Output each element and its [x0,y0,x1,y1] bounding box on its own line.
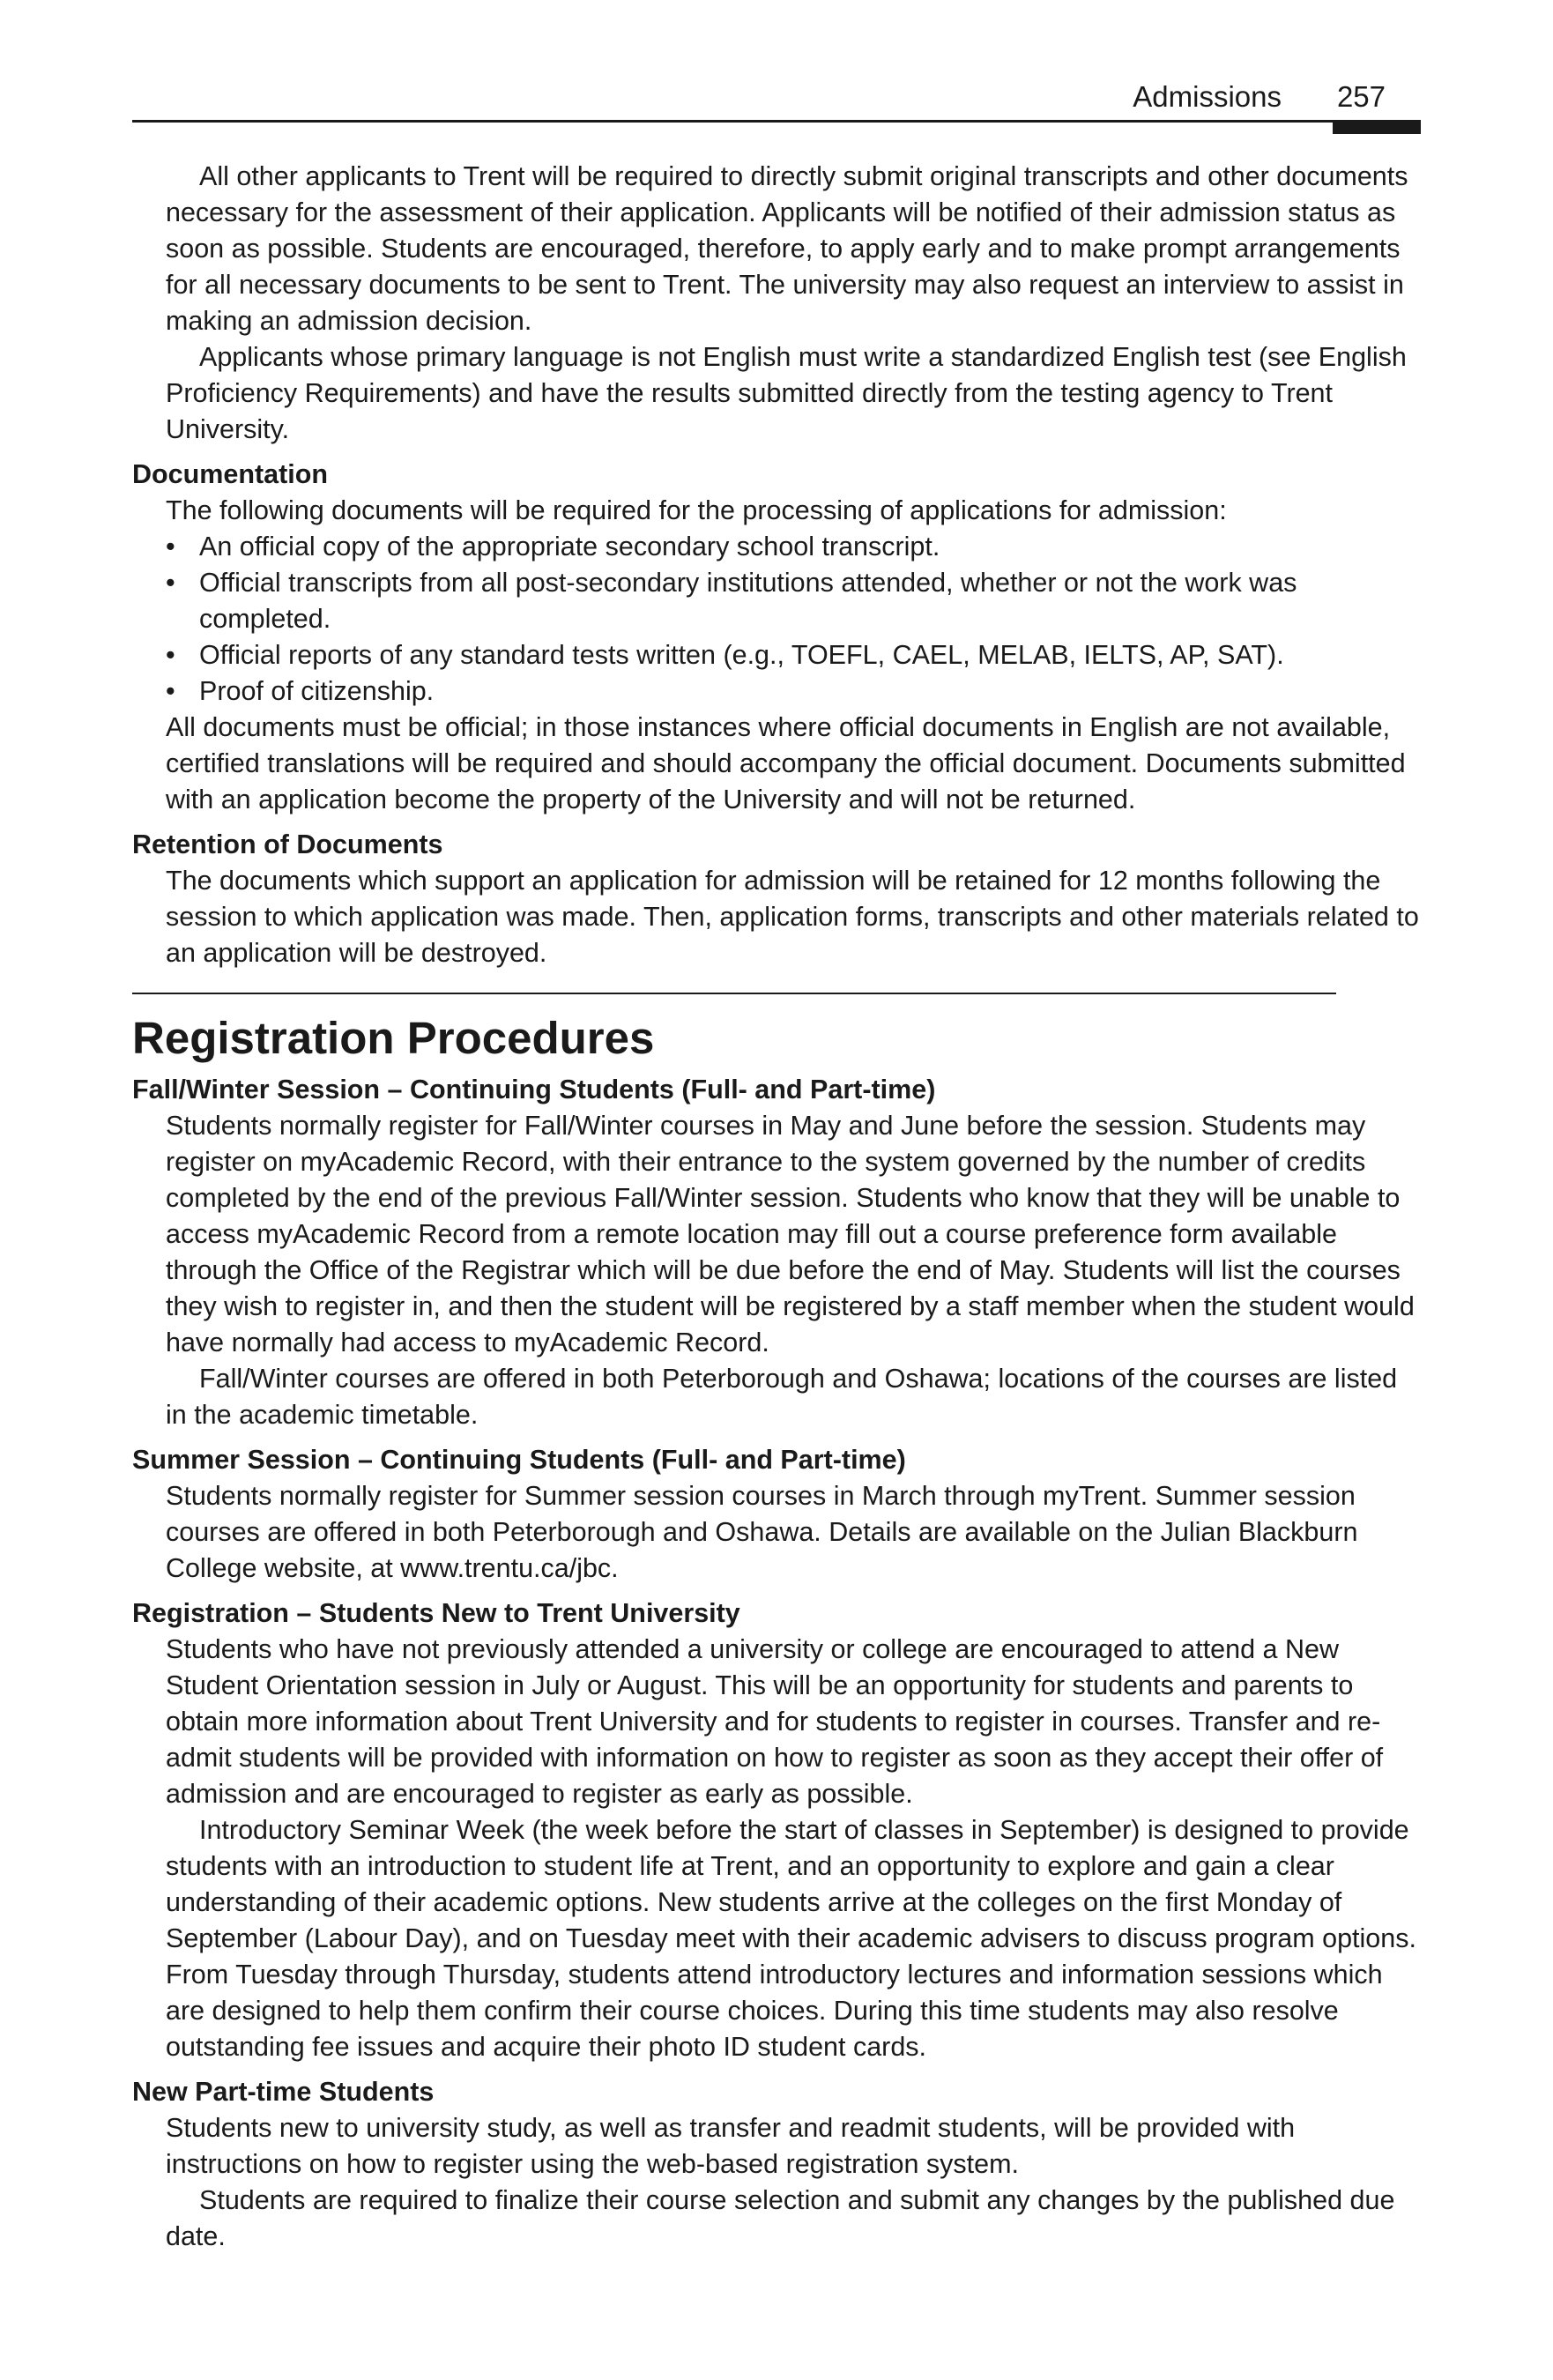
list-item-text: Official reports of any standard tests written (e.g., TOEFL, CAEL, MELAB, IELTS, AP, SAT). [199,640,1284,670]
new-students-paragraph-2: Introductory Seminar Week (the week before the start of classes in September) is designed to provide students with an introduction to student life at Trent, and an opportunity to explore and gain a clear understanding of their academic options. New students arrive at the colleges on the first Monday of September (Labour Day), and on Tuesday meet with their academic advisers to discuss program options. From Tuesday through Thursday, students attend introductory lectures and information sessions which are designed to help them confirm their course choices. During this time students may also resolve outstanding fee issues and acquire their photo ID student cards. [166,1815,1416,2062]
intro-section [132,159,1421,448]
header-section-title: Admissions [1133,80,1282,113]
bullet-glyph: • [166,568,175,598]
document-page [132,0,1421,2380]
retention-heading: Retention of Documents [132,829,443,859]
bullet-glyph: • [166,676,175,706]
part-time-section [132,2110,1421,2255]
documentation-closing-section [132,710,1421,818]
summer-heading: Summer Session – Continuing Students (Full- and Part-time) [132,1445,906,1475]
intro-paragraph-1: All other applicants to Trent will be required to directly submit original transcripts and other documents necessary for the assessment of their application. Applicants will be notified of their admission status as soon as possible. Students are encouraged, therefore, to apply early and to make prompt arrangements for all necessary documents to be sent to Trent. The university may also request an interview to assist in making an admission decision. [166,161,1408,336]
bullet-glyph: • [166,640,175,670]
list-item [166,529,1421,565]
fall-winter-heading: Fall/Winter Session – Continuing Students (Full- and Part-time) [132,1075,936,1104]
retention-body: The documents which support an application for admission will be retained for 12 months following the session to which application was made. Then, application forms, transcripts and other materials related to an application will be destroyed. [166,866,1419,968]
documentation-list [132,529,1421,710]
fall-winter-section [132,1108,1421,1433]
page-number: 257 [1336,80,1386,113]
list-item-text: Proof of citizenship. [199,676,435,706]
part-time-paragraph-2: Students are required to finalize their course selection and submit any changes by the published due date. [166,2185,1395,2251]
documentation-lead: The following documents will be required for the processing of applications for admission: [166,495,1227,525]
list-item-text: Official transcripts from all post-secondary institutions attended, whether or not the work was completed. [199,568,1297,634]
summer-paragraph-1: Students normally register for Summer session courses in March through myTrent. Summer session courses are offered in both Peterborough and Oshawa. Details are available on the Julian Blackburn College website, at www.trentu.ca/jbc. [166,1481,1358,1583]
running-header [132,79,1421,132]
part-time-paragraph-1: Students new to university study, as well as transfer and readmit students, will be provided with instructions on how to register using the web-based registration system. [166,2113,1296,2179]
section-divider [132,993,1336,994]
new-students-paragraph-1: Students who have not previously attended a university or college are encouraged to attend a New Student Orientation session in July or August. This will be an opportunity for students and parents to obtain more information about Trent University and for students to register in courses. Transfer and re-admit students will be provided with information on how to register as soon as they accept their offer of admission and are encouraged to register as early as possible. [166,1634,1384,1809]
list-item-text: An official copy of the appropriate secondary school transcript. [199,532,940,562]
list-item [166,637,1421,673]
new-students-heading: Registration – Students New to Trent University [132,1598,740,1628]
fall-winter-paragraph-2: Fall/Winter courses are offered in both Peterborough and Oshawa; locations of the courses are listed in the academic timetable. [166,1364,1398,1430]
registration-title: Registration Procedures [132,1013,655,1063]
fall-winter-paragraph-1: Students normally register for Fall/Winter courses in May and June before the session. Students may register on myAcademic Record, with their entrance to the system governed by the number of credits completed by the end of the previous Fall/Winter session. Students who know that they will be unable to access myAcademic Record from a remote location may fill out a course preference form available through the Office of the Registrar which will be due before the end of May. Students will list the courses they wish to register in, and then the student will be registered by a staff member when the student would have normally had access to myAcademic Record. [166,1111,1415,1357]
part-time-heading: New Part-time Students [132,2077,435,2107]
header-bar-accent [1333,122,1421,134]
bullet-glyph: • [166,532,175,562]
page-content [132,159,1421,2255]
documentation-closing: All documents must be official; in those instances where official documents in English are not available, certified translations will be required and should accompany the official document. Documents submitted with an application become the property of the University and will not be returned. [166,712,1406,814]
new-students-section [132,1632,1421,2065]
list-item [166,673,1421,710]
intro-paragraph-2: Applicants whose primary language is not English must write a standardized English test (see English Proficiency Requirements) and have the results submitted directly from the testing agency to Trent University. [166,342,1407,444]
header-rule [132,120,1421,123]
summer-section [132,1478,1421,1587]
documentation-section [132,493,1421,529]
retention-section [132,863,1421,971]
documentation-heading: Documentation [132,459,328,489]
list-item [166,565,1421,637]
